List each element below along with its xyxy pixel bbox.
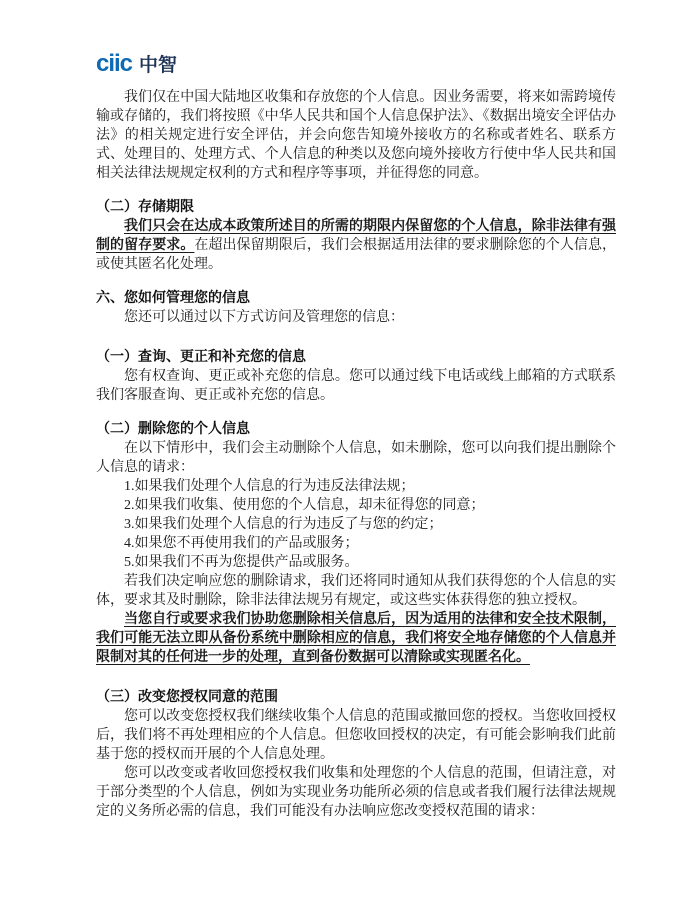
document-body: [96, 88, 616, 821]
text-run: 在以下情形中，我们会主动删除个人信息，如未删除，您可以向我们提出删除个人信息的请求：: [96, 441, 616, 475]
heading-text: （三）改变您授权同意的范围: [96, 690, 278, 705]
paragraph-delete-intro: [96, 439, 616, 477]
heading-section-six: [96, 289, 616, 308]
paragraph-backup-deletion-limit: [96, 610, 616, 667]
ciic-logo: [96, 52, 616, 76]
paragraph-data-localization: [96, 88, 616, 183]
heading-delete-personal-info: [96, 420, 616, 439]
heading-text: （二）删除您的个人信息: [96, 422, 250, 437]
text-run: 您有权查询、更正或补充您的信息。您可以通过线下电话或线上邮箱的方式联系我们客服查询、更正或补充您的信息。: [96, 369, 616, 403]
paragraph-change-authorization-2: [96, 764, 616, 821]
text-run: 我们只会在达成本政策所述目的所需的期限内保留您的个人信息，除非法律有强制的留存要求。: [96, 219, 616, 253]
paragraph-delete-notify-entities: [96, 572, 616, 610]
text-run: 我们仅在中国大陆地区收集和存放您的个人信息。因业务需要，将来如需跨境传输或存储的，我们将按照《中华人民共和国个人信息保护法》、《数据出境安全评估办法》的相关规定进行安全评估，并会向您告知境外接收方的名称或者姓名、联系方式、处理目的、处理方式、个人信息的种类以及您向境外接收方行使中华人民共和国相关法律法规规定权利的方式和程序等事项，并征得您的同意。: [96, 90, 616, 181]
page-content: [96, 52, 616, 821]
list-item-2: [96, 496, 616, 515]
text-run: 在超出保留期限后，我们会根据适用法律的要求删除您的个人信息，或使其匿名化处理。: [96, 238, 616, 272]
heading-storage-period: [96, 198, 616, 217]
text-run: 2.如果我们收集、使用您的个人信息，却未征得您的同意；: [124, 498, 485, 513]
paragraph-section-six-intro: [96, 308, 616, 327]
text-run: 您还可以通过以下方式访问及管理您的信息：: [124, 310, 404, 325]
heading-text: （二）存储期限: [96, 200, 194, 215]
paragraph-query-correct-supplement: [96, 367, 616, 405]
list-item-3: [96, 515, 616, 534]
text-run: 若我们决定响应您的删除请求，我们还将同时通知从我们获得您的个人信息的实体，要求其及时删除，除非法律法规另有规定，或这些实体获得您的独立授权。: [96, 574, 616, 608]
list-item-5: [96, 553, 616, 572]
text-run: 4.如果您不再使用我们的产品或服务；: [124, 536, 359, 551]
text-run: 您可以改变您授权我们继续收集个人信息的范围或撤回您的授权。当您收回授权后，我们将不再处理相应的个人信息。但您收回授权的决定，有可能会影响我们此前基于您的授权而开展的个人信息处理。: [96, 709, 616, 762]
heading-query-correct-supplement: [96, 348, 616, 367]
heading-change-authorization-scope: [96, 688, 616, 707]
text-run: 5.如果我们不再为您提供产品或服务。: [124, 555, 359, 570]
ciic-logo-latin-text: ciic: [96, 50, 133, 77]
text-run: 您可以改变或者收回您授权我们收集和处理您的个人信息的范围，但请注意，对于部分类型的个人信息，例如为实现业务功能所必须的信息或者我们履行法律法规规定的义务所必需的信息，我们可能没有办法响应您改变授权范围的请求：: [96, 766, 616, 819]
heading-text: （一）查询、更正和补充您的信息: [96, 350, 306, 365]
text-run: 1.如果我们处理个人信息的行为违反法律法规；: [124, 479, 415, 494]
text-run: 3.如果我们处理个人信息的行为违反了与您的约定；: [124, 517, 443, 532]
list-item-1: [96, 477, 616, 496]
list-item-4: [96, 534, 616, 553]
text-run: 当您自行或要求我们协助您删除相关信息后，因为适用的法律和安全技术限制，我们可能无法立即从备份系统中删除相应的信息，我们将安全地存储您的个人信息并限制对其的任何进一步的处理，直到备份数据可以清除或实现匿名化。: [96, 612, 616, 665]
ciic-logo-cjk-text: 中智: [139, 55, 178, 76]
heading-text: 六、您如何管理您的信息: [96, 291, 250, 306]
paragraph-storage-period: [96, 217, 616, 274]
paragraph-change-authorization-1: [96, 707, 616, 764]
